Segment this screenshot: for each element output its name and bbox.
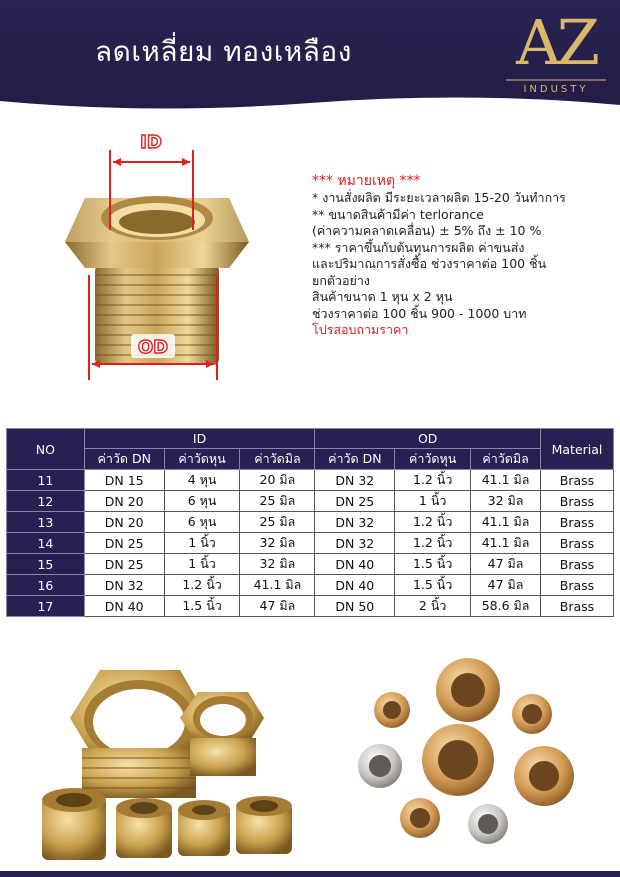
- cell-id-mm: 20 มิล: [240, 470, 315, 491]
- cell-od-hun: 1.5 นิ้ว: [395, 575, 471, 596]
- bottom-bar: [0, 871, 620, 877]
- table-row: [7, 512, 614, 533]
- cell-od-dn: DN 25: [315, 491, 395, 512]
- cell-no: 16: [7, 575, 85, 596]
- note-line: ** ขนาดสินค้ามีค่า terlorance: [312, 206, 484, 222]
- logo-subtitle: INDUSTY: [523, 84, 589, 95]
- note-line: และปริมาณการสั่งซื้อ ช่วงราคาต่อ 100 ชิ้น: [312, 256, 547, 271]
- cell-id-hun: 1.5 นิ้ว: [164, 596, 240, 617]
- notes-heading: *** หมายเหตุ ***: [312, 173, 421, 189]
- sub-header-id-hun: ค่าวัดหุน: [164, 449, 240, 470]
- od-label: OD: [137, 337, 169, 358]
- header-wave-icon: [0, 93, 620, 113]
- cell-id-mm: 41.1 มิล: [240, 575, 315, 596]
- cell-material: Brass: [541, 575, 614, 596]
- cell-no: 15: [7, 554, 85, 575]
- col-id-header: ID: [84, 429, 315, 449]
- note-line: ยกตัวอย่าง: [312, 272, 370, 288]
- note-line: (ค่าความคลาดเคลื่อน) ± 5% ถึง ± 10 %: [312, 223, 542, 238]
- cell-material: Brass: [541, 512, 614, 533]
- cell-id-dn: DN 20: [84, 491, 164, 512]
- notes-block: [312, 172, 612, 339]
- cell-no: 14: [7, 533, 85, 554]
- cell-od-hun: 1.2 นิ้ว: [395, 533, 471, 554]
- cell-od-mm: 47 มิล: [471, 575, 541, 596]
- cell-od-hun: 1 นิ้ว: [395, 491, 471, 512]
- logo-rule-icon: [506, 78, 606, 82]
- header-band: [0, 0, 620, 112]
- col-material-header: Material: [541, 429, 614, 470]
- cell-material: Brass: [541, 533, 614, 554]
- cell-no: 13: [7, 512, 85, 533]
- id-label: ID: [140, 132, 162, 153]
- col-od-header: OD: [315, 429, 541, 449]
- sub-header-od-dn: ค่าวัด DN: [315, 449, 395, 470]
- sub-header-od-mm: ค่าวัดมิล: [471, 449, 541, 470]
- cell-id-mm: 47 มิล: [240, 596, 315, 617]
- cell-id-mm: 32 มิล: [240, 533, 315, 554]
- cell-id-mm: 32 มิล: [240, 554, 315, 575]
- cell-id-hun: 1 นิ้ว: [164, 533, 240, 554]
- cell-id-dn: DN 40: [84, 596, 164, 617]
- cell-id-dn: DN 15: [84, 470, 164, 491]
- contact-note: โปรสอบถามราคา: [312, 322, 409, 337]
- cell-id-dn: DN 20: [84, 512, 164, 533]
- cell-od-mm: 41.1 มิล: [471, 533, 541, 554]
- table-row: [7, 596, 614, 617]
- cell-no: 11: [7, 470, 85, 491]
- col-no-header: NO: [7, 429, 85, 470]
- assorted-fittings-photo: [320, 648, 610, 870]
- cell-od-hun: 1.5 นิ้ว: [395, 554, 471, 575]
- cell-material: Brass: [541, 491, 614, 512]
- cell-id-mm: 25 มิล: [240, 491, 315, 512]
- cell-od-mm: 32 มิล: [471, 491, 541, 512]
- cell-od-hun: 1.2 นิ้ว: [395, 470, 471, 491]
- cell-id-dn: DN 25: [84, 533, 164, 554]
- cell-material: Brass: [541, 470, 614, 491]
- cell-od-hun: 2 นิ้ว: [395, 596, 471, 617]
- fitting-dimension-diagram: [55, 120, 255, 390]
- sub-header-id-dn: ค่าวัด DN: [84, 449, 164, 470]
- cell-od-dn: DN 32: [315, 533, 395, 554]
- table-row: [7, 491, 614, 512]
- cell-no: 12: [7, 491, 85, 512]
- note-line: สินค้าขนาด 1 หุน x 2 หุน: [312, 289, 453, 304]
- cell-no: 17: [7, 596, 85, 617]
- cell-od-mm: 58.6 มิล: [471, 596, 541, 617]
- cell-od-mm: 47 มิล: [471, 554, 541, 575]
- sub-header-od-hun: ค่าวัดหุน: [395, 449, 471, 470]
- sub-header-id-mm: ค่าวัดมิล: [240, 449, 315, 470]
- cell-od-dn: DN 40: [315, 554, 395, 575]
- table-row: [7, 575, 614, 596]
- cell-id-hun: 6 หุน: [164, 491, 240, 512]
- cell-od-dn: DN 32: [315, 512, 395, 533]
- cell-id-hun: 4 หุน: [164, 470, 240, 491]
- cell-material: Brass: [541, 554, 614, 575]
- cell-id-hun: 1 นิ้ว: [164, 554, 240, 575]
- note-line: *** ราคาขึ้นกับต้นทุนการผลิต ค่าขนส่ง: [312, 239, 525, 255]
- note-line: * งานสั่งผลิต มีระยะเวลาผลิต 15-20 วันทำการ: [312, 190, 566, 205]
- note-line: ช่วงราคาต่อ 100 ชิ้น 900 - 1000 บาท: [312, 305, 527, 321]
- brass-fittings-photo: [30, 648, 308, 870]
- table-row: [7, 554, 614, 575]
- cell-od-hun: 1.2 นิ้ว: [395, 512, 471, 533]
- cell-id-dn: DN 32: [84, 575, 164, 596]
- cell-od-mm: 41.1 มิล: [471, 470, 541, 491]
- cell-id-hun: 6 หุน: [164, 512, 240, 533]
- spec-table: [6, 428, 614, 617]
- table-row: [7, 470, 614, 491]
- page-title: ลดเหลี่ยม ทองเหลือง: [95, 35, 352, 68]
- cell-od-mm: 41.1 มิล: [471, 512, 541, 533]
- cell-od-dn: DN 32: [315, 470, 395, 491]
- az-logo: [500, 8, 612, 98]
- cell-id-mm: 25 มิล: [240, 512, 315, 533]
- cell-id-hun: 1.2 นิ้ว: [164, 575, 240, 596]
- cell-id-dn: DN 25: [84, 554, 164, 575]
- logo-mark: AZ: [516, 6, 596, 79]
- table-row: [7, 533, 614, 554]
- cell-material: Brass: [541, 596, 614, 617]
- cell-od-dn: DN 50: [315, 596, 395, 617]
- cell-od-dn: DN 40: [315, 575, 395, 596]
